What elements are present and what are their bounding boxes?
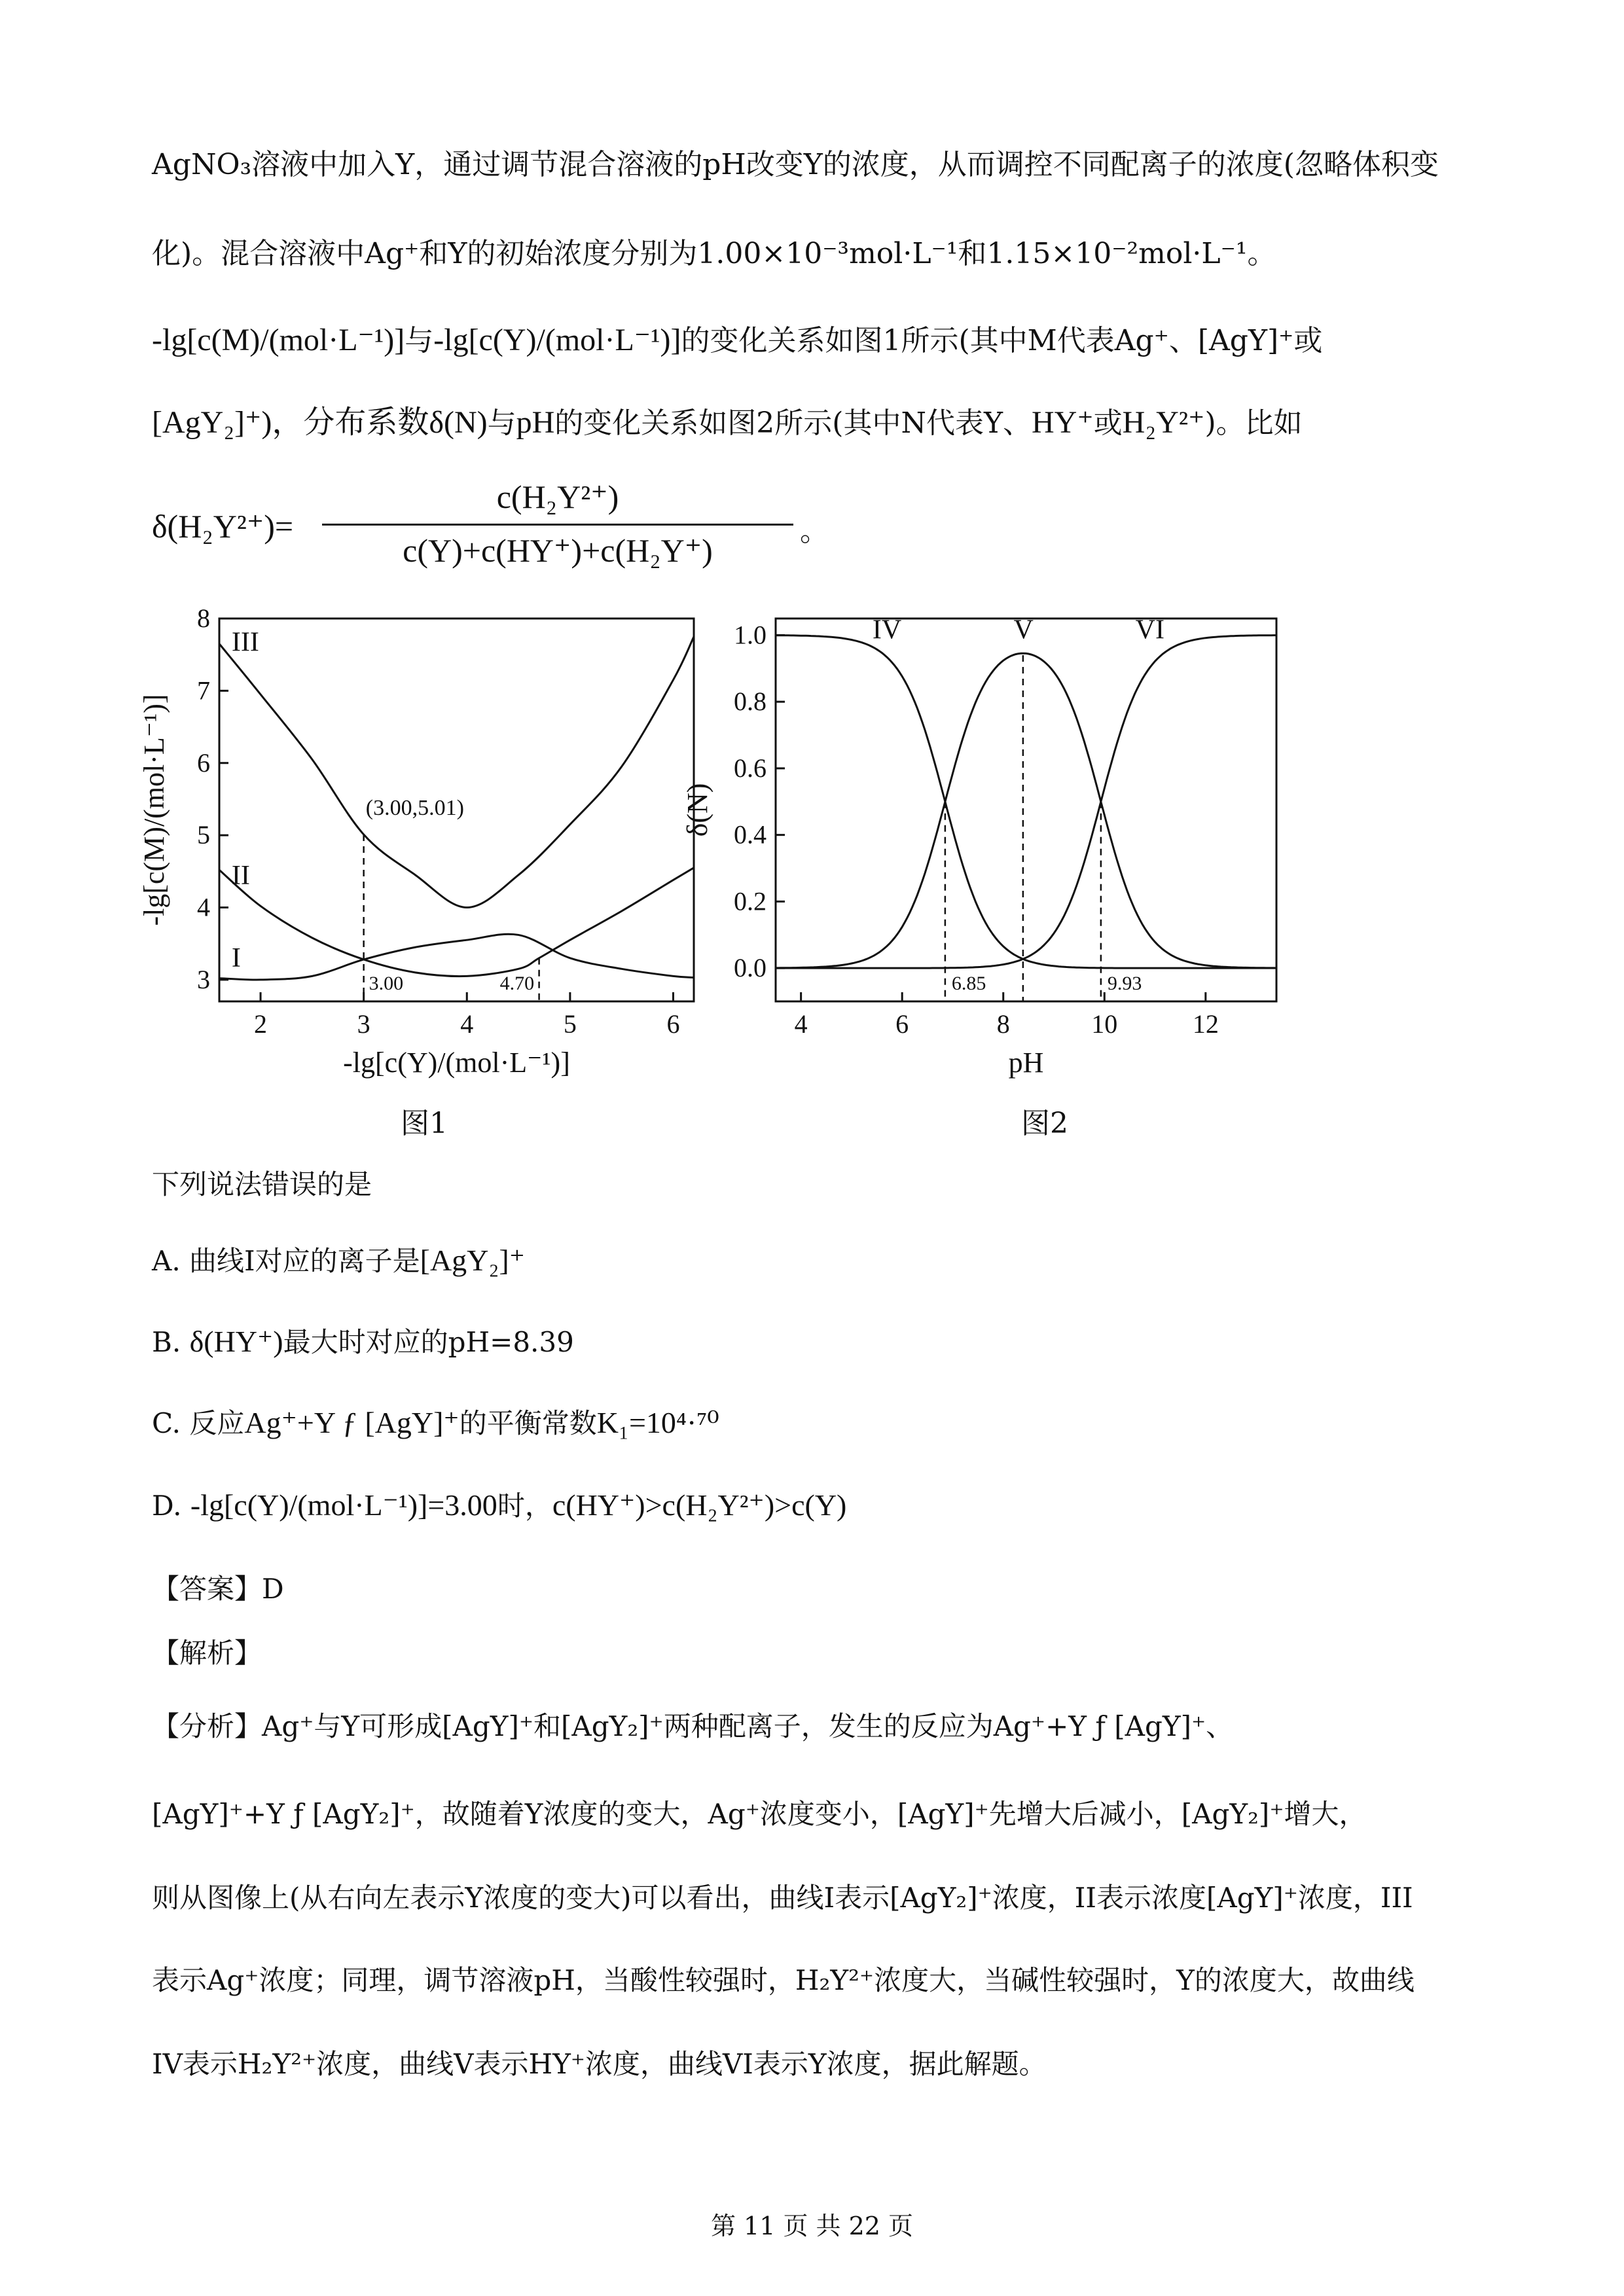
figures (0, 589, 1624, 1165)
fig1-ytick-label: 7 (197, 675, 210, 706)
figure-2-caption: 图2 (1021, 1107, 1068, 1140)
fig2-label-VI: VI (1135, 615, 1164, 645)
option-d-math1: -lg[c(Y)/(mol·L⁻¹)]=3.00 (190, 1488, 497, 1522)
option-c-text2: 的平衡常数 (459, 1407, 597, 1439)
text-or: 或 (1093, 406, 1123, 440)
fig2-curve-V (776, 653, 1276, 968)
question-line-1: AgNO₃溶液中加入Y，通过调节混合溶液的pH改变Y的浓度，从而调控不同配离子的浓度(忽略体积变 (152, 148, 1439, 181)
fig1-ytick-label: 4 (197, 892, 210, 922)
option-b-math: δ(HY⁺) (189, 1325, 283, 1358)
analysis-line-3: 则从图像上(从右向左表示Y浓度的变大)可以看出，曲线I表示[AgY₂]⁺浓度，II表示浓度[AgY]⁺浓度，III (152, 1882, 1413, 1914)
option-c-label: C. (152, 1407, 181, 1439)
expr-agy2: [AgY₂]⁺)，分布系数 (152, 405, 429, 440)
text-relation-2: 的变化关系如图2所示(其中N代表Y、 (554, 406, 1032, 440)
answer-label: 【答案】 (152, 1573, 262, 1605)
text-and-2: 与 (487, 406, 516, 440)
formula-end: 。 (800, 514, 829, 548)
option-a-label: A. (152, 1245, 181, 1277)
fig1-xlabel: -lg[c(Y)/(mol·L⁻¹)] (343, 1047, 570, 1079)
fig2-ytick-label: 1.0 (734, 620, 767, 650)
fig1-ytick-label: 8 (197, 603, 210, 633)
figure-1 (138, 603, 694, 1079)
formula-numerator: c(H₂Y²⁺) (496, 478, 619, 515)
page-footer: 第 11 页 共 22 页 (710, 2212, 914, 2240)
fig2-xlabel: pH (1008, 1047, 1044, 1079)
fig1-xtick-label: 6 (666, 1009, 680, 1039)
formula-lhs: δ(H₂Y²⁺)= (152, 508, 294, 545)
option-a[interactable] (152, 1241, 525, 1281)
fig1-label-I: I (231, 943, 241, 974)
option-d[interactable] (152, 1486, 846, 1526)
text-example: )。比如 (1204, 406, 1303, 440)
text-and: 与 (405, 324, 434, 357)
fig2-xtick-label: 12 (1192, 1009, 1219, 1039)
answer-line (152, 1570, 284, 1609)
fig1-curve-II (219, 868, 694, 977)
fig2-frame (776, 619, 1276, 1001)
fig1-ylabel: -lg[c(M)/(mol·L⁻¹)] (138, 694, 170, 926)
fig1-label-III: III (231, 627, 259, 658)
expr-delta-n: δ(N) (429, 405, 488, 440)
option-a-math: [AgY₂]⁺ (420, 1244, 526, 1277)
expr-lg-cM: -lg[c(M)/(mol·L⁻¹)] (152, 323, 405, 357)
text-relation: 的变化关系如图1所示(其中M代表Ag⁺、[AgY]⁺或 (681, 324, 1323, 357)
option-d-label: D. (152, 1490, 182, 1522)
fig1-ytick-label: 3 (197, 964, 210, 994)
expr-h2y: H₂Y²⁺ (1122, 405, 1205, 440)
fig1-vline-label: 4.70 (499, 973, 535, 994)
option-c-math: Ag⁺+Y ƒ [AgY]⁺ (244, 1406, 460, 1439)
fig2-ytick-label: 0.0 (734, 953, 767, 983)
fig1-point-label: (3.00,5.01) (365, 796, 464, 821)
fig1-ytick-label: 6 (197, 747, 210, 778)
fig2-ytick-label: 0.8 (734, 687, 767, 717)
option-c[interactable] (152, 1403, 719, 1443)
option-b[interactable] (152, 1322, 574, 1362)
formula-denominator: c(Y)+c(HY⁺)+c(H₂Y⁺) (403, 532, 713, 569)
fig1-xtick-label: 5 (563, 1009, 577, 1039)
figure-2 (681, 615, 1276, 1079)
fig2-xtick-label: 8 (996, 1009, 1010, 1039)
question-line-3 (152, 321, 1322, 361)
fig1-vline-label: 3.00 (369, 973, 404, 994)
fig2-xtick-label: 4 (794, 1009, 808, 1039)
fig2-vline-label: 9.93 (1107, 973, 1142, 994)
fig2-ytick-label: 0.4 (734, 819, 767, 850)
option-d-math2: c(HY⁺)>c(H₂Y²⁺)>c(Y) (552, 1488, 847, 1522)
figure-1-caption: 图1 (401, 1107, 448, 1140)
fig2-vline-label: 6.85 (951, 973, 986, 994)
fig1-xtick-label: 3 (357, 1009, 370, 1039)
analysis-heading: 【解析】 (152, 1637, 262, 1669)
option-c-math2: K₁=10⁴·⁷⁰ (596, 1406, 719, 1439)
option-a-text: 曲线I对应的离子是 (189, 1245, 420, 1277)
answer-value: D (262, 1573, 284, 1605)
fig1-xtick-label: 4 (460, 1009, 474, 1039)
fig2-label-V: V (1013, 615, 1034, 645)
option-b-label: B. (152, 1326, 181, 1358)
fig1-curve-I (219, 934, 694, 980)
analysis-line-2: [AgY]⁺+Y ƒ [AgY₂]⁺，故随着Y浓度的变大，Ag⁺浓度变小，[AgY]⁺先增大后减小，[AgY₂]⁺增大， (152, 1798, 1367, 1830)
fig2-ytick-label: 0.6 (734, 753, 767, 783)
option-c-text1: 反应 (189, 1407, 245, 1439)
analysis-line-1: 【分析】Ag⁺与Y可形成[AgY]⁺和[AgY₂]⁺两种配离子，发生的反应为Ag⁺+Y ƒ [AgY]⁺、 (152, 1710, 1234, 1742)
fig2-xtick-label: 6 (895, 1009, 909, 1039)
option-b-text: 最大时对应的pH=8.39 (283, 1326, 574, 1358)
question-prompt: 下列说法错误的是 (152, 1168, 372, 1200)
expr-hy: HY⁺ (1032, 405, 1094, 440)
fig1-xtick-label: 2 (254, 1009, 268, 1039)
question-line-4 (152, 403, 1303, 443)
fig2-ylabel: δ(N) (681, 783, 713, 837)
expr-lg-cY: -lg[c(Y)/(mol·L⁻¹)] (433, 323, 681, 357)
analysis-line-4: 表示Ag⁺浓度；同理，调节溶液pH，当酸性较强时，H₂Y²⁺浓度大，当碱性较强时，Y的浓度大，故曲线 (152, 1964, 1415, 1996)
fig2-curve-VI (776, 636, 1276, 969)
expr-ph: pH (516, 405, 555, 440)
fig1-label-II: II (231, 861, 250, 891)
question-line-2: 化)。混合溶液中Ag⁺和Y的初始浓度分别为1.00×10⁻³mol·L⁻¹和1.15×10⁻²mol·L⁻¹。 (152, 237, 1276, 270)
fig1-ytick-label: 5 (197, 820, 210, 850)
fig1-curve-III (219, 637, 694, 908)
formula-fraction-bar (322, 524, 793, 526)
fig2-ytick-label: 0.2 (734, 886, 767, 916)
option-d-text: 时， (497, 1490, 552, 1522)
fig2-label-IV: IV (872, 615, 902, 645)
fig2-curve-IV (776, 636, 1276, 968)
fig2-xtick-label: 10 (1091, 1009, 1118, 1039)
analysis-line-5: IV表示H₂Y²⁺浓度，曲线V表示HY⁺浓度，曲线VI表示Y浓度，据此解题。 (152, 2048, 1047, 2080)
